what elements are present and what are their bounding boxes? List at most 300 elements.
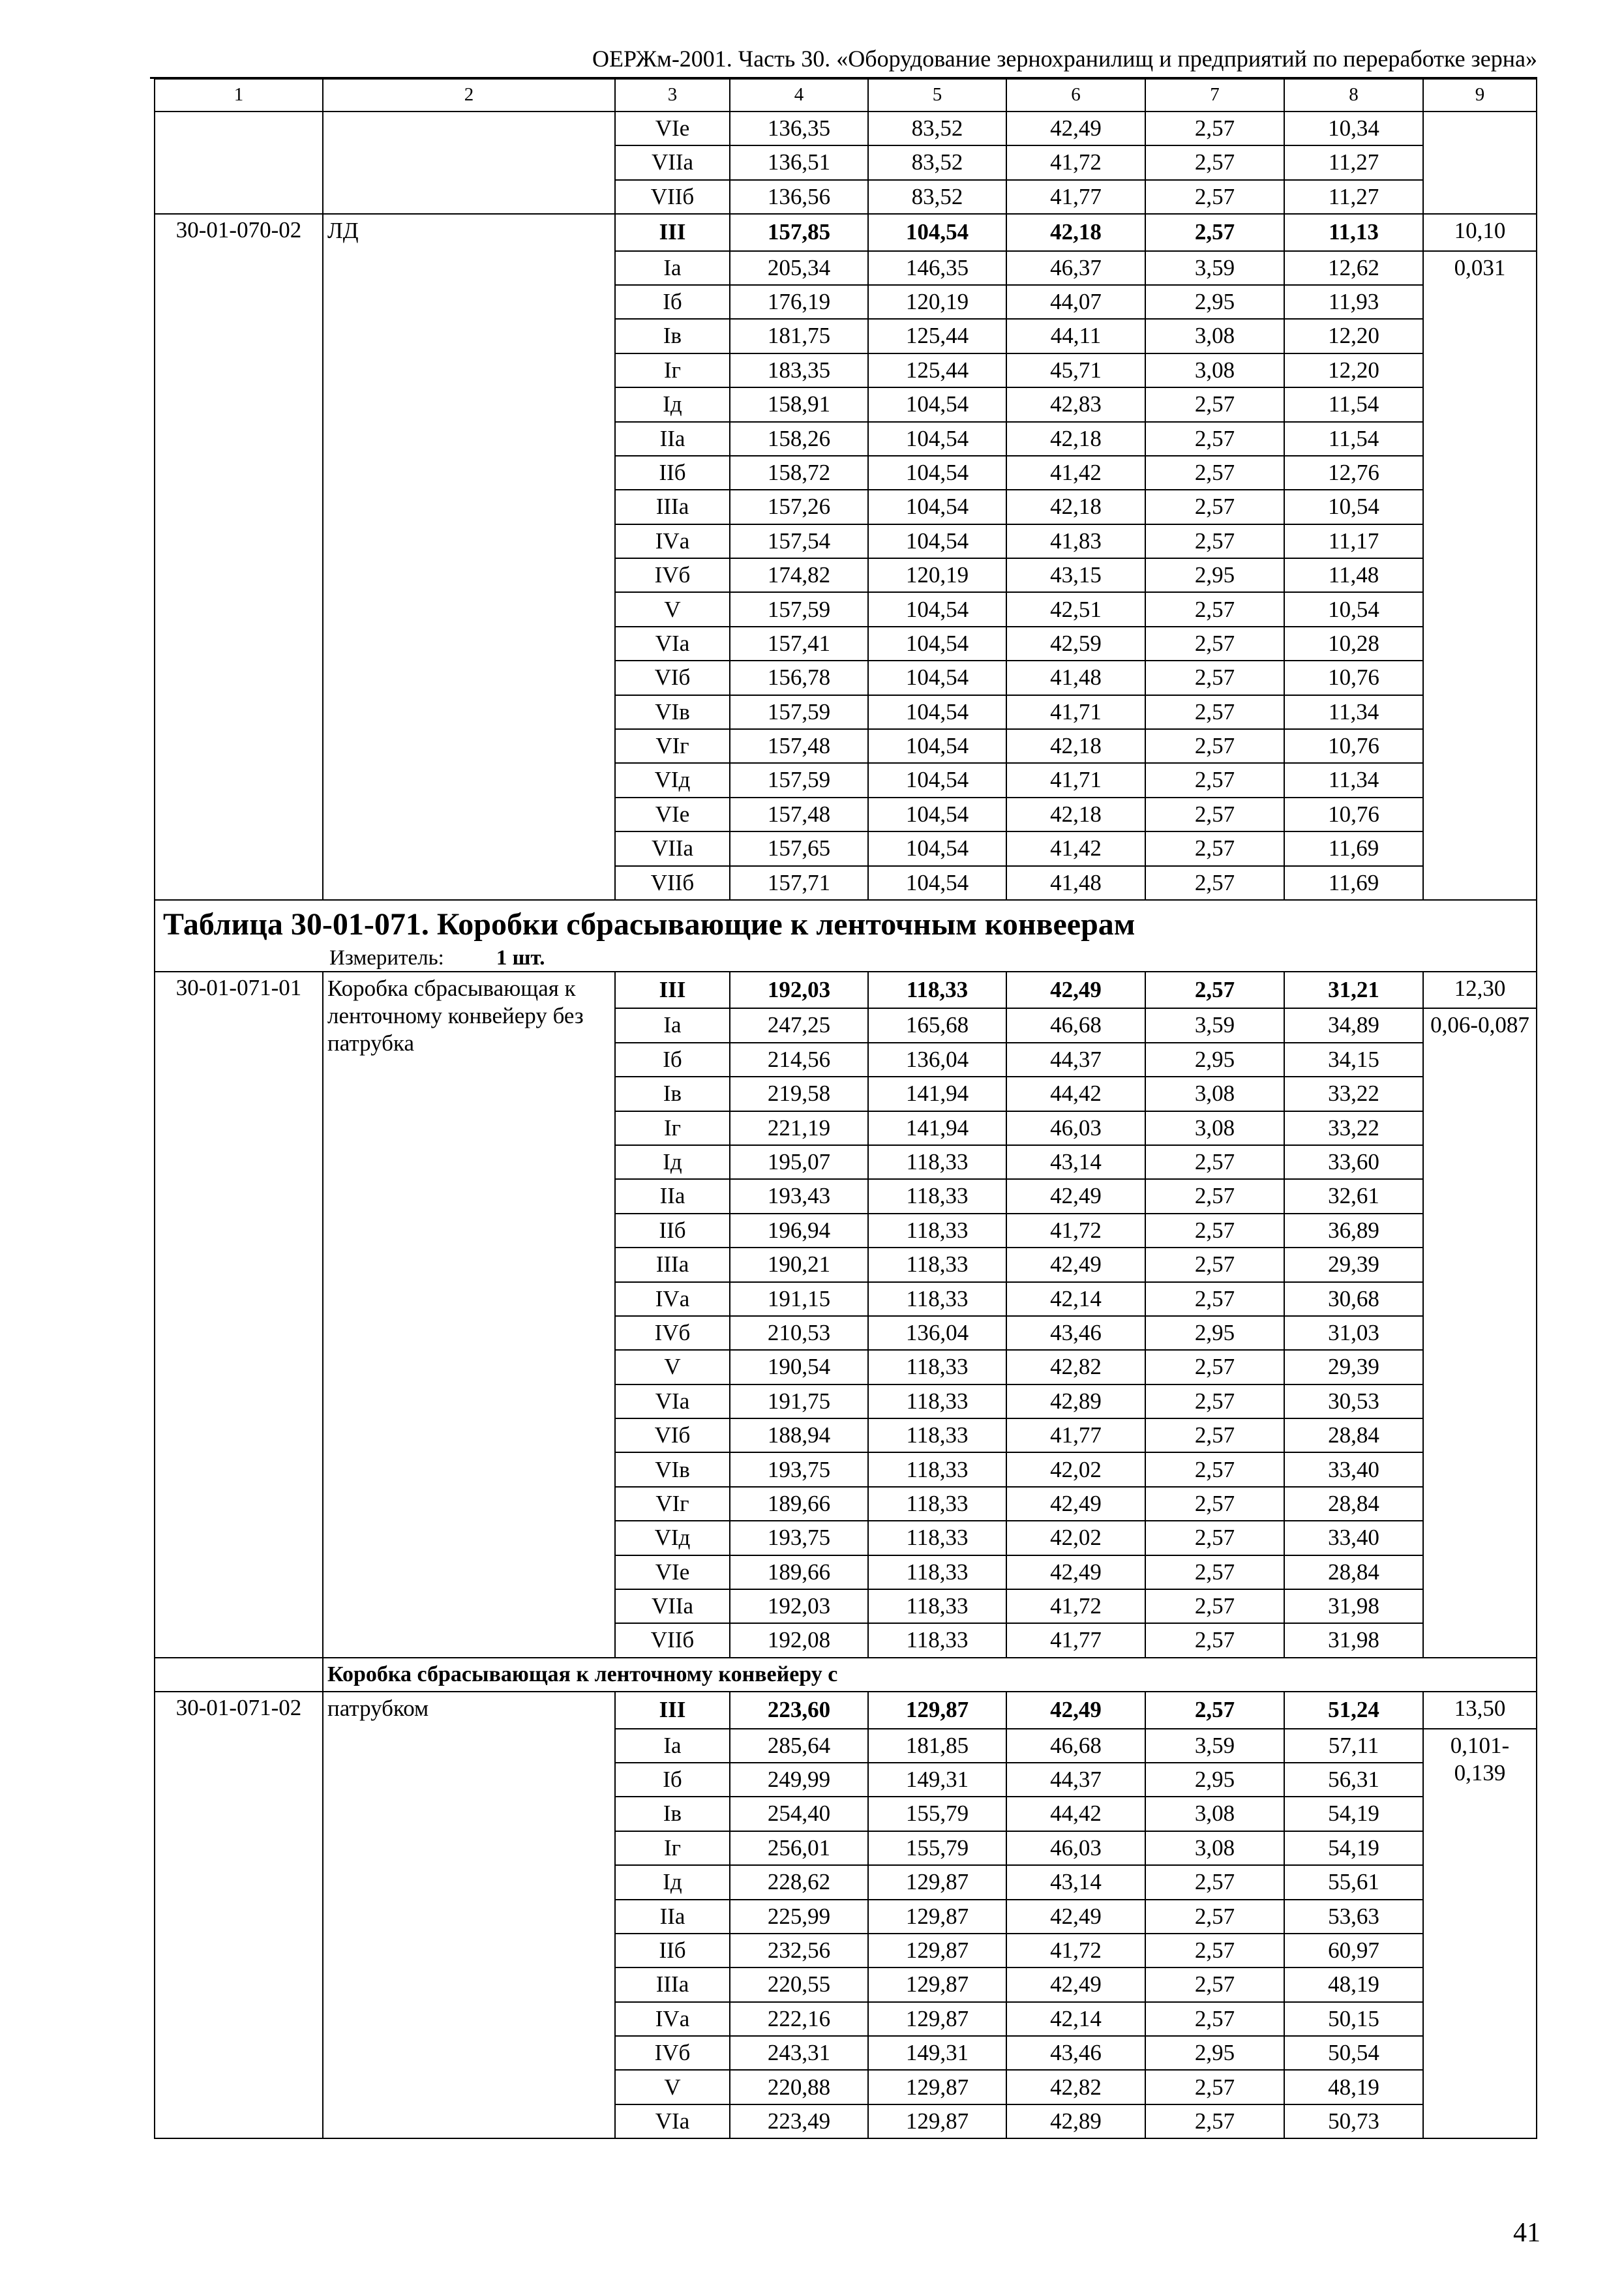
zone-cell: Iв (615, 319, 730, 353)
value-cell: 11,93 (1284, 285, 1423, 319)
value-cell: 11,34 (1284, 695, 1423, 729)
value-cell: 43,15 (1006, 558, 1145, 592)
rate-name: ЛД (323, 214, 615, 900)
value-cell: 190,54 (730, 1350, 868, 1384)
zone-cell: IIа (615, 1900, 730, 1934)
value-cell: 3,08 (1145, 353, 1284, 387)
value-cell: 2,57 (1145, 798, 1284, 831)
value-cell: 42,02 (1006, 1452, 1145, 1486)
value-cell: 10,54 (1284, 592, 1423, 626)
zone-cell: Iг (615, 353, 730, 387)
value-cell: 2,57 (1145, 456, 1284, 490)
table-row (155, 214, 1537, 250)
zone-cell: VIд (615, 1521, 730, 1555)
value-cell: 42,89 (1006, 1384, 1145, 1418)
zone-cell: VIг (615, 729, 730, 763)
value-cell: 256,01 (730, 1831, 868, 1865)
table-row (155, 112, 1537, 145)
value-cell: 157,41 (730, 627, 868, 661)
zone-cell: Iа (615, 1008, 730, 1042)
value-cell: 29,39 (1284, 1350, 1423, 1384)
zone-cell: Iд (615, 1865, 730, 1899)
value-cell: 31,03 (1284, 1316, 1423, 1350)
value-cell: 2,57 (1145, 387, 1284, 421)
value-cell: 120,19 (868, 558, 1006, 592)
zone-cell: Iд (615, 387, 730, 421)
zone-cell: VIв (615, 1452, 730, 1486)
value-cell: 232,56 (730, 1934, 868, 1967)
zone-cell: IIIа (615, 490, 730, 524)
value-cell: 83,52 (868, 180, 1006, 214)
zone-cell: Iб (615, 285, 730, 319)
rate-bottom: 0,031 (1423, 251, 1537, 900)
value-cell: 157,59 (730, 763, 868, 797)
table-title-cell (155, 900, 1537, 972)
value-cell: 50,15 (1284, 2002, 1423, 2036)
value-cell: 83,52 (868, 145, 1006, 179)
value-cell: 249,99 (730, 1763, 868, 1797)
value-cell: 118,33 (868, 1350, 1006, 1384)
value-cell: 141,94 (868, 1111, 1006, 1145)
value-cell: 223,60 (730, 1692, 868, 1728)
value-cell: 157,65 (730, 831, 868, 865)
value-cell: 2,57 (1145, 1692, 1284, 1728)
value-cell: 205,34 (730, 251, 868, 285)
value-cell: 136,35 (730, 112, 868, 145)
value-cell: 11,54 (1284, 422, 1423, 456)
value-cell: 42,02 (1006, 1521, 1145, 1555)
value-cell: 104,54 (868, 729, 1006, 763)
value-cell: 3,08 (1145, 1077, 1284, 1111)
zone-cell: VIб (615, 1418, 730, 1452)
rate-bottom: 0,101-0,139 (1423, 1729, 1537, 2139)
value-cell: 42,49 (1006, 1248, 1145, 1281)
value-cell: 42,49 (1006, 112, 1145, 145)
value-cell: 12,20 (1284, 353, 1423, 387)
value-cell: 192,03 (730, 1589, 868, 1623)
value-cell: 2,57 (1145, 1179, 1284, 1213)
zone-cell: V (615, 2070, 730, 2104)
value-cell: 118,33 (868, 1623, 1006, 1657)
value-cell: 221,19 (730, 1111, 868, 1145)
value-cell: 118,33 (868, 1248, 1006, 1281)
zone-cell: VIIа (615, 831, 730, 865)
value-cell: 149,31 (868, 1763, 1006, 1797)
rate-code: 30-01-071-01 (155, 972, 323, 1658)
value-cell: 2,57 (1145, 695, 1284, 729)
value-cell: 11,34 (1284, 763, 1423, 797)
value-cell: 3,59 (1145, 1729, 1284, 1763)
value-cell: 2,57 (1145, 2002, 1284, 2036)
value-cell: 104,54 (868, 763, 1006, 797)
value-cell: 33,22 (1284, 1111, 1423, 1145)
value-cell: 2,57 (1145, 214, 1284, 250)
zone-cell: V (615, 592, 730, 626)
value-cell: 2,57 (1145, 1900, 1284, 1934)
value-cell: 2,57 (1145, 112, 1284, 145)
value-cell: 104,54 (868, 524, 1006, 558)
value-cell: 60,97 (1284, 1934, 1423, 1967)
value-cell: 104,54 (868, 490, 1006, 524)
value-cell: 156,78 (730, 661, 868, 695)
zone-cell: IVб (615, 1316, 730, 1350)
value-cell: 120,19 (868, 285, 1006, 319)
value-cell: 10,76 (1284, 729, 1423, 763)
value-cell: 42,59 (1006, 627, 1145, 661)
value-cell: 129,87 (868, 1967, 1006, 2001)
value-cell: 104,54 (868, 456, 1006, 490)
rate-name: Коробка сбрасывающая к ленточному конвейеру без патрубка (323, 972, 615, 1658)
value-cell: 44,11 (1006, 319, 1145, 353)
value-cell: 155,79 (868, 1797, 1006, 1831)
value-cell: 51,24 (1284, 1692, 1423, 1728)
value-cell: 118,33 (868, 1282, 1006, 1316)
value-cell: 2,57 (1145, 831, 1284, 865)
value-cell: 2,95 (1145, 2036, 1284, 2070)
value-cell: 129,87 (868, 1900, 1006, 1934)
value-cell: 2,57 (1145, 1384, 1284, 1418)
zone-cell: Iб (615, 1763, 730, 1797)
value-cell: 2,95 (1145, 1763, 1284, 1797)
rate-empty (1423, 112, 1537, 214)
page-header: ОЕРЖм-2001. Часть 30. «Оборудование зернохранилищ и предприятий по переработке зерна» (150, 40, 1537, 79)
value-cell: 46,68 (1006, 1008, 1145, 1042)
value-cell: 2,57 (1145, 1967, 1284, 2001)
value-cell: 118,33 (868, 972, 1006, 1008)
column-number: 9 (1423, 79, 1537, 112)
zone-cell: IVб (615, 2036, 730, 2070)
value-cell: 2,57 (1145, 1350, 1284, 1384)
value-cell: 118,33 (868, 1487, 1006, 1521)
rate-top: 13,50 (1423, 1692, 1537, 1728)
value-cell: 34,89 (1284, 1008, 1423, 1042)
value-cell: 2,57 (1145, 145, 1284, 179)
zone-cell: IIIа (615, 1967, 730, 2001)
zone-cell: VIг (615, 1487, 730, 1521)
value-cell: 10,28 (1284, 627, 1423, 661)
rate-code (155, 112, 323, 214)
value-cell: 54,19 (1284, 1797, 1423, 1831)
value-cell: 176,19 (730, 285, 868, 319)
zone-cell: Iд (615, 1145, 730, 1179)
value-cell: 2,57 (1145, 2070, 1284, 2104)
measure-value: 1 шт. (496, 946, 545, 970)
value-cell: 44,37 (1006, 1043, 1145, 1077)
value-cell: 44,42 (1006, 1797, 1145, 1831)
value-cell: 32,61 (1284, 1179, 1423, 1213)
value-cell: 183,35 (730, 353, 868, 387)
value-cell: 41,77 (1006, 180, 1145, 214)
value-cell: 12,76 (1284, 456, 1423, 490)
value-cell: 42,49 (1006, 1900, 1145, 1934)
value-cell: 44,42 (1006, 1077, 1145, 1111)
value-cell: 11,54 (1284, 387, 1423, 421)
value-cell: 129,87 (868, 2104, 1006, 2138)
value-cell: 2,57 (1145, 1521, 1284, 1555)
value-cell: 2,57 (1145, 1487, 1284, 1521)
value-cell: 118,33 (868, 1589, 1006, 1623)
page-number: 41 (1513, 2218, 1541, 2248)
value-cell: 136,56 (730, 180, 868, 214)
value-cell: 118,33 (868, 1452, 1006, 1486)
column-number: 3 (615, 79, 730, 112)
value-cell: 41,77 (1006, 1623, 1145, 1657)
value-cell: 220,55 (730, 1967, 868, 2001)
zone-cell: IVа (615, 1282, 730, 1316)
value-cell: 190,21 (730, 1248, 868, 1281)
value-cell: 2,57 (1145, 1589, 1284, 1623)
zone-cell: VIIб (615, 1623, 730, 1657)
table-body (155, 79, 1537, 2138)
zone-cell: IIб (615, 456, 730, 490)
value-cell: 53,63 (1284, 1900, 1423, 1934)
zone-cell: V (615, 1350, 730, 1384)
value-cell: 196,94 (730, 1214, 868, 1248)
zone-cell: IIа (615, 422, 730, 456)
value-cell: 2,57 (1145, 524, 1284, 558)
value-cell: 136,04 (868, 1316, 1006, 1350)
value-cell: 36,89 (1284, 1214, 1423, 1248)
value-cell: 2,57 (1145, 1865, 1284, 1899)
value-cell: 2,95 (1145, 1316, 1284, 1350)
zone-cell: VIе (615, 112, 730, 145)
value-cell: 42,14 (1006, 1282, 1145, 1316)
value-cell: 41,71 (1006, 695, 1145, 729)
value-cell: 41,48 (1006, 661, 1145, 695)
value-cell: 2,57 (1145, 592, 1284, 626)
value-cell: 42,49 (1006, 1555, 1145, 1589)
zone-cell: VIв (615, 695, 730, 729)
value-cell: 2,57 (1145, 1418, 1284, 1452)
value-cell: 2,57 (1145, 1248, 1284, 1281)
value-cell: 129,87 (868, 1865, 1006, 1899)
column-number: 7 (1145, 79, 1284, 112)
column-number: 2 (323, 79, 615, 112)
value-cell: 41,72 (1006, 1214, 1145, 1248)
value-cell: 118,33 (868, 1521, 1006, 1555)
value-cell: 11,69 (1284, 866, 1423, 900)
value-cell: 11,69 (1284, 831, 1423, 865)
zone-cell: Iв (615, 1077, 730, 1111)
value-cell: 12,62 (1284, 251, 1423, 285)
value-cell: 189,66 (730, 1555, 868, 1589)
rate-name (323, 112, 615, 214)
rate-code: 30-01-070-02 (155, 214, 323, 900)
value-cell: 228,62 (730, 1865, 868, 1899)
value-cell: 118,33 (868, 1214, 1006, 1248)
value-cell: 10,76 (1284, 798, 1423, 831)
value-cell: 104,54 (868, 387, 1006, 421)
value-cell: 195,07 (730, 1145, 868, 1179)
subtitle: Коробка сбрасывающая к ленточному конвейеру с (323, 1658, 1537, 1692)
value-cell: 118,33 (868, 1418, 1006, 1452)
value-cell: 118,33 (868, 1555, 1006, 1589)
table-row (155, 972, 1537, 1008)
value-cell: 2,95 (1145, 285, 1284, 319)
zone-cell: IIIа (615, 1248, 730, 1281)
value-cell: 181,75 (730, 319, 868, 353)
value-cell: 104,54 (868, 831, 1006, 865)
value-cell: 42,49 (1006, 972, 1145, 1008)
table-title: Таблица 30-01-071. Коробки сбрасывающие к ленточным конвеерам (163, 906, 1135, 942)
zone-cell: IVа (615, 524, 730, 558)
value-cell: 210,53 (730, 1316, 868, 1350)
value-cell: 125,44 (868, 353, 1006, 387)
value-cell: 48,19 (1284, 1967, 1423, 2001)
zone-cell: VIа (615, 1384, 730, 1418)
value-cell: 41,77 (1006, 1418, 1145, 1452)
value-cell: 104,54 (868, 661, 1006, 695)
value-cell: 189,66 (730, 1487, 868, 1521)
value-cell: 57,11 (1284, 1729, 1423, 1763)
value-cell: 42,51 (1006, 592, 1145, 626)
value-cell: 2,57 (1145, 2104, 1284, 2138)
value-cell: 41,72 (1006, 1934, 1145, 1967)
value-cell: 157,48 (730, 729, 868, 763)
value-cell: 2,57 (1145, 1623, 1284, 1657)
value-cell: 41,83 (1006, 524, 1145, 558)
zone-cell: IVб (615, 558, 730, 592)
value-cell: 104,54 (868, 214, 1006, 250)
value-cell: 2,57 (1145, 866, 1284, 900)
value-cell: 158,72 (730, 456, 868, 490)
value-cell: 2,57 (1145, 422, 1284, 456)
value-cell: 41,48 (1006, 866, 1145, 900)
zone-cell: III (615, 214, 730, 250)
value-cell: 104,54 (868, 422, 1006, 456)
value-cell: 11,27 (1284, 180, 1423, 214)
value-cell: 2,57 (1145, 627, 1284, 661)
value-cell: 42,49 (1006, 1487, 1145, 1521)
value-cell: 50,54 (1284, 2036, 1423, 2070)
value-cell: 2,57 (1145, 1555, 1284, 1589)
table-row (155, 1692, 1537, 1728)
zone-cell: IIб (615, 1934, 730, 1967)
table-title-row (155, 900, 1537, 972)
value-cell: 41,42 (1006, 456, 1145, 490)
value-cell: 29,39 (1284, 1248, 1423, 1281)
value-cell: 28,84 (1284, 1555, 1423, 1589)
value-cell: 157,26 (730, 490, 868, 524)
value-cell: 285,64 (730, 1729, 868, 1763)
zone-cell: VIIа (615, 1589, 730, 1623)
value-cell: 11,27 (1284, 145, 1423, 179)
value-cell: 34,15 (1284, 1043, 1423, 1077)
value-cell: 2,57 (1145, 661, 1284, 695)
value-cell: 157,85 (730, 214, 868, 250)
value-cell: 2,95 (1145, 1043, 1284, 1077)
value-cell: 43,46 (1006, 1316, 1145, 1350)
zone-cell: VIIа (615, 145, 730, 179)
value-cell: 220,88 (730, 2070, 868, 2104)
value-cell: 2,57 (1145, 180, 1284, 214)
value-cell: 141,94 (868, 1077, 1006, 1111)
zone-cell: Iг (615, 1111, 730, 1145)
value-cell: 33,22 (1284, 1077, 1423, 1111)
rate-top: 12,30 (1423, 972, 1537, 1008)
value-cell: 3,08 (1145, 1831, 1284, 1865)
value-cell: 3,59 (1145, 1008, 1284, 1042)
value-cell: 158,26 (730, 422, 868, 456)
value-cell: 42,18 (1006, 798, 1145, 831)
zone-cell: VIд (615, 763, 730, 797)
column-number: 4 (730, 79, 868, 112)
value-cell: 33,40 (1284, 1452, 1423, 1486)
value-cell: 136,04 (868, 1043, 1006, 1077)
zone-cell: Iа (615, 1729, 730, 1763)
zone-cell: VIа (615, 2104, 730, 2138)
value-cell: 30,68 (1284, 1282, 1423, 1316)
value-cell: 46,68 (1006, 1729, 1145, 1763)
column-number: 8 (1284, 79, 1423, 112)
value-cell: 254,40 (730, 1797, 868, 1831)
value-cell: 31,98 (1284, 1589, 1423, 1623)
value-cell: 3,08 (1145, 1111, 1284, 1145)
value-cell: 192,08 (730, 1623, 868, 1657)
value-cell: 146,35 (868, 251, 1006, 285)
value-cell: 118,33 (868, 1384, 1006, 1418)
value-cell: 31,21 (1284, 972, 1423, 1008)
value-cell: 223,49 (730, 2104, 868, 2138)
value-cell: 155,79 (868, 1831, 1006, 1865)
value-cell: 42,14 (1006, 2002, 1145, 2036)
rates-table (154, 78, 1537, 2139)
value-cell: 10,76 (1284, 661, 1423, 695)
value-cell: 50,73 (1284, 2104, 1423, 2138)
zone-cell: IIб (615, 1214, 730, 1248)
value-cell: 2,57 (1145, 1934, 1284, 1967)
value-cell: 28,84 (1284, 1487, 1423, 1521)
measure-label: Измеритель: (329, 946, 444, 970)
value-cell: 2,57 (1145, 972, 1284, 1008)
value-cell: 10,34 (1284, 112, 1423, 145)
value-cell: 54,19 (1284, 1831, 1423, 1865)
value-cell: 118,33 (868, 1145, 1006, 1179)
zone-cell: VIа (615, 627, 730, 661)
rate-name: патрубком (323, 1692, 615, 2138)
value-cell: 42,83 (1006, 387, 1145, 421)
value-cell: 43,46 (1006, 2036, 1145, 2070)
value-cell: 149,31 (868, 2036, 1006, 2070)
value-cell: 2,57 (1145, 490, 1284, 524)
value-cell: 44,07 (1006, 285, 1145, 319)
value-cell: 129,87 (868, 2002, 1006, 2036)
value-cell: 12,20 (1284, 319, 1423, 353)
value-cell: 30,53 (1284, 1384, 1423, 1418)
zone-cell: VIIб (615, 180, 730, 214)
column-number: 6 (1006, 79, 1145, 112)
zone-cell: VIе (615, 1555, 730, 1589)
rate-code: 30-01-071-02 (155, 1692, 323, 2138)
value-cell: 2,57 (1145, 763, 1284, 797)
value-cell: 45,71 (1006, 353, 1145, 387)
zone-cell: VIе (615, 798, 730, 831)
value-cell: 157,59 (730, 592, 868, 626)
value-cell: 104,54 (868, 866, 1006, 900)
rate-top: 10,10 (1423, 214, 1537, 250)
value-cell: 42,18 (1006, 490, 1145, 524)
value-cell: 2,57 (1145, 1452, 1284, 1486)
value-cell: 42,18 (1006, 214, 1145, 250)
value-cell: 41,72 (1006, 145, 1145, 179)
value-cell: 243,31 (730, 2036, 868, 2070)
value-cell: 11,13 (1284, 214, 1423, 250)
value-cell: 46,03 (1006, 1111, 1145, 1145)
zone-cell: IIа (615, 1179, 730, 1213)
zone-cell: III (615, 972, 730, 1008)
value-cell: 41,42 (1006, 831, 1145, 865)
zone-cell: VIб (615, 661, 730, 695)
